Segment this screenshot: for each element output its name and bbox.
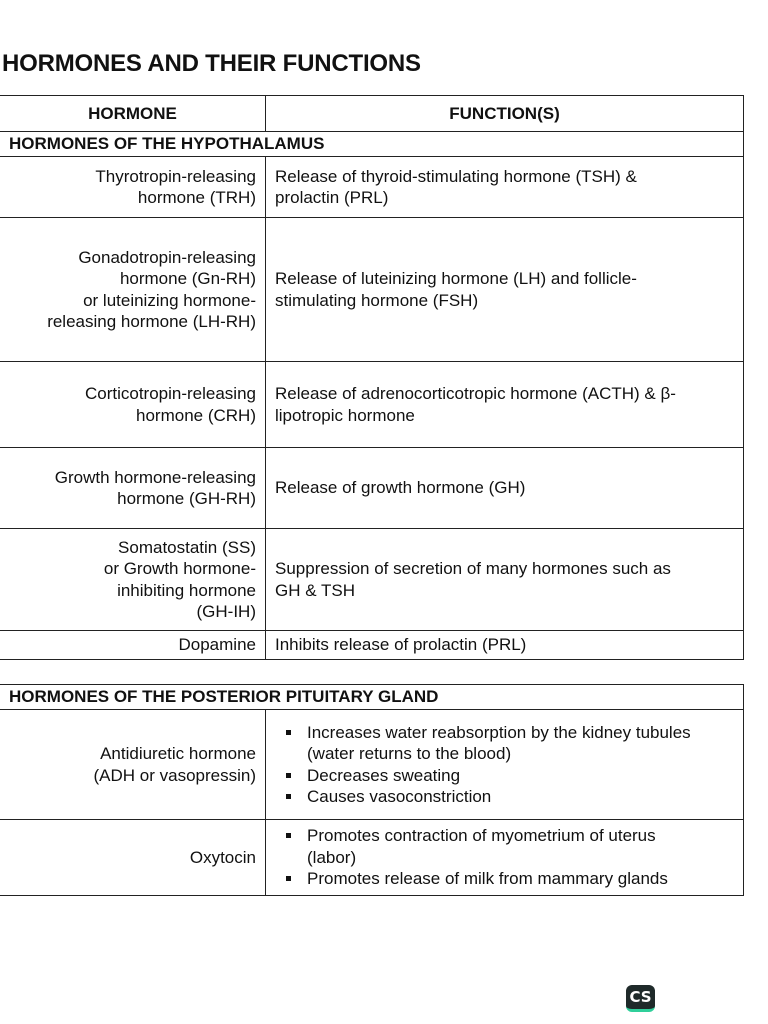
hormone-line: releasing hormone (LH-RH) [47, 312, 256, 331]
hormone-cell [0, 631, 266, 660]
hormone-table-posterior-pituitary [0, 684, 744, 896]
bullet-item [275, 825, 734, 868]
logo-label: CS [629, 988, 652, 1006]
hormone-line: hormone (GH-RH) [117, 489, 256, 508]
hormone-cell [0, 362, 266, 448]
section-row [0, 685, 744, 710]
table-row [0, 362, 744, 448]
function-cell [266, 820, 744, 896]
hormone-cell [0, 820, 266, 896]
function-line: stimulating hormone (FSH) [275, 290, 479, 310]
hormone-cell [0, 157, 266, 218]
function-line: Release of luteinizing hormone (LH) and follicle- [275, 269, 637, 288]
bullet-line: Promotes release of milk from mammary glands [307, 869, 668, 889]
table-row [0, 529, 744, 631]
table-row [0, 710, 744, 820]
function-bullet-list [275, 825, 734, 890]
function-cell [266, 710, 744, 820]
hormone-line: inhibiting hormone [117, 580, 256, 600]
hormone-line: (ADH or vasopressin) [93, 765, 256, 785]
hormone-line: hormone (CRH) [136, 405, 256, 425]
bullet-item [275, 868, 734, 890]
bullet-item [275, 765, 734, 787]
table-header-row [0, 96, 744, 132]
hormone-cell [0, 448, 266, 529]
function-cell [266, 157, 744, 218]
hormone-line: (GH-IH) [196, 602, 256, 621]
hormone-line: or Growth hormone- [103, 559, 256, 578]
hormone-table-hypothalamus [0, 95, 744, 660]
hormone-line: Somatostatin (SS) [118, 537, 256, 557]
section-title-hypothalamus: HORMONES OF THE HYPOTHALAMUS [0, 132, 744, 157]
hormone-line: Corticotropin-releasing [84, 384, 256, 403]
bullet-line: Causes vasoconstriction [307, 787, 492, 806]
hormone-line: Dopamine [178, 635, 256, 655]
bullet-item [275, 786, 734, 808]
function-cell [266, 218, 744, 362]
column-header-hormone: HORMONE [0, 96, 266, 132]
function-cell [266, 631, 744, 660]
hormone-cell [0, 529, 266, 631]
hormone-line: Thyrotropin-releasing [95, 166, 256, 186]
function-line: Suppression of secretion of many hormones such as [275, 559, 671, 578]
hormone-cell [0, 218, 266, 362]
function-bullet-list [275, 722, 734, 808]
table-row [0, 631, 744, 660]
function-line: lipotropic hormone [275, 405, 415, 425]
bullet-line: (water returns to the blood) [307, 744, 512, 763]
column-header-functions: FUNCTION(S) [266, 96, 744, 132]
hormone-cell [0, 710, 266, 820]
function-cell [266, 362, 744, 448]
function-line: Release of thyroid-stimulating hormone (TSH) & [275, 166, 637, 186]
hormone-line: Antidiuretic hormone [100, 744, 256, 763]
function-cell [266, 448, 744, 529]
hormone-line: Gonadotropin-releasing [78, 247, 256, 267]
camscanner-logo-icon [626, 985, 655, 1012]
hormone-line: hormone (Gn-RH) [119, 269, 256, 288]
hormone-line: Growth hormone-releasing [54, 467, 256, 487]
function-cell [266, 529, 744, 631]
function-line: Inhibits release of prolactin (PRL) [275, 635, 527, 655]
bullet-line: Decreases sweating [307, 765, 461, 785]
page-title: HORMONES AND THEIR FUNCTIONS [2, 50, 421, 77]
bullet-item [275, 722, 734, 765]
bullet-line: Promotes contraction of myometrium of uterus [307, 826, 656, 846]
table-row [0, 448, 744, 529]
section-row [0, 132, 744, 157]
function-line: prolactin (PRL) [275, 188, 389, 207]
function-line: GH & TSH [275, 580, 355, 600]
section-title-posterior-pituitary: HORMONES OF THE POSTERIOR PITUITARY GLAND [0, 685, 744, 710]
table-row [0, 218, 744, 362]
hormone-line: or luteinizing hormone- [83, 290, 256, 310]
hormone-line: hormone (TRH) [137, 188, 256, 207]
function-line: Release of adrenocorticotropic hormone (ACTH) & β- [275, 384, 676, 403]
function-line: Release of growth hormone (GH) [275, 478, 526, 498]
table-row [0, 820, 744, 896]
hormone-line: Oxytocin [189, 847, 256, 867]
bullet-line: (labor) [307, 847, 357, 867]
bullet-line: Increases water reabsorption by the kidney tubules [307, 722, 691, 742]
table-row [0, 157, 744, 218]
